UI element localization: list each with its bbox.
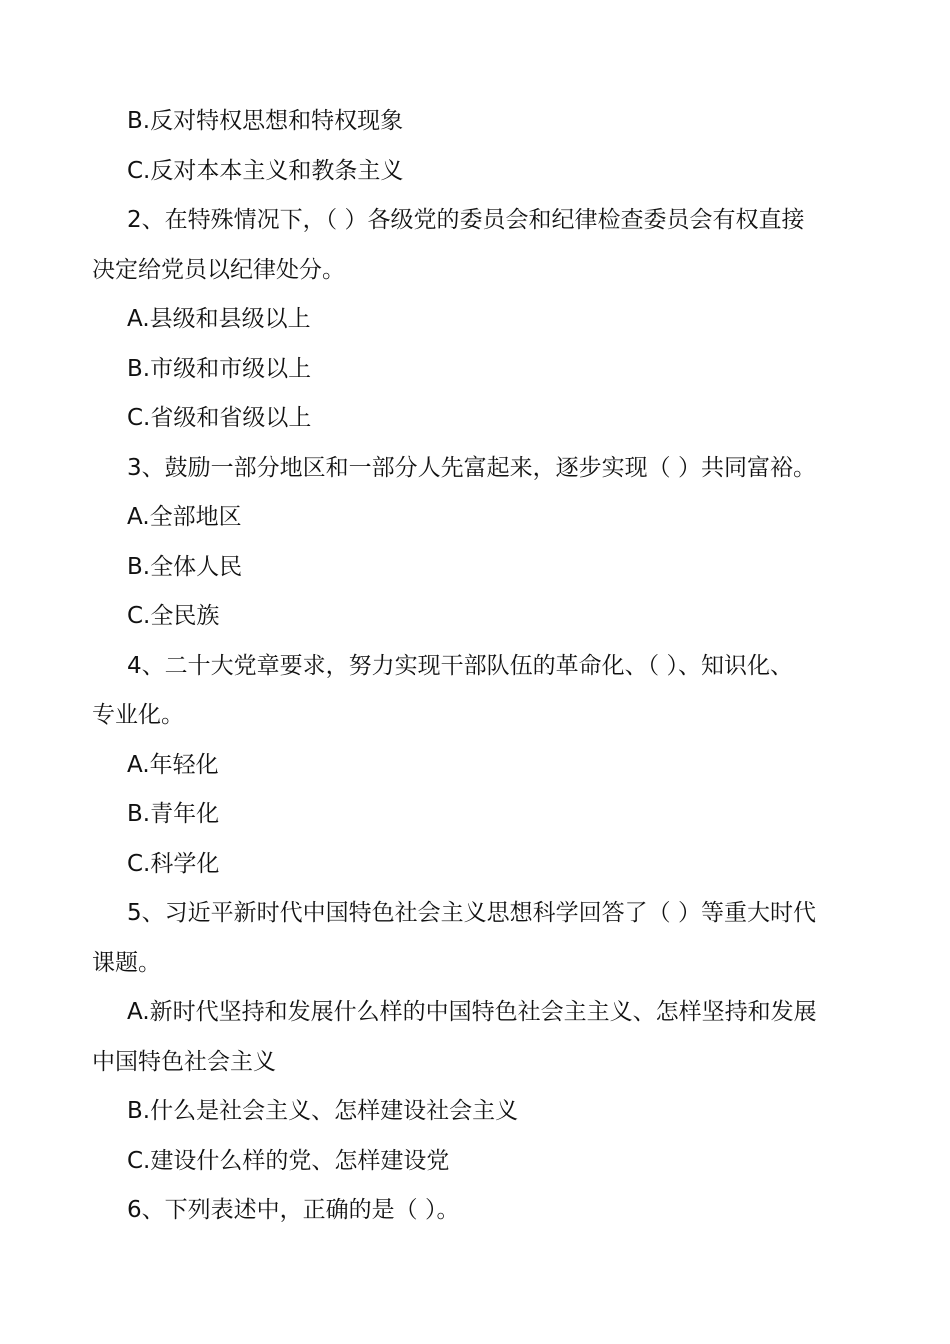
text-line: 中国特色社会主义 (92, 1048, 276, 1075)
text-line: B.反对特权思想和特权现象 (127, 108, 404, 134)
text-line: B.什么是社会主义、怎样建设社会主义 (127, 1098, 519, 1124)
text-line: C.反对本本主义和教条主义 (127, 157, 404, 184)
text-line: A.新时代坚持和发展什么样的中国特色社会主主义、怎样坚持和发展 (127, 999, 817, 1025)
text-line: 4、二十大党章要求，努力实现干部队伍的革命化、（ ）、知识化、 (127, 652, 793, 679)
text-line: B.青年化 (127, 801, 220, 827)
text-line: 3、鼓励一部分地区和一部分人先富起来，逐步实现（ ）共同富裕。 (127, 454, 816, 481)
text-line: A.县级和县级以上 (127, 306, 311, 332)
text-line: C.全民族 (127, 603, 220, 629)
text-line: B.市级和市级以上 (127, 355, 312, 382)
text-line: 2、在特殊情况下，（ ）各级党的委员会和纪律检查委员会有权直接 (127, 207, 805, 233)
text-line: 5、习近平新时代中国特色社会主义思想科学回答了（ ）等重大时代 (127, 900, 816, 926)
text-line: 课题。 (92, 949, 161, 976)
text-line: B.全体人民 (127, 553, 243, 580)
text-line: 决定给党员以纪律处分。 (92, 256, 345, 283)
text-line: C.科学化 (127, 850, 220, 877)
text-line: C.建设什么样的党、怎样建设党 (127, 1147, 450, 1174)
text-line: A.全部地区 (127, 504, 242, 530)
text-line: C.省级和省级以上 (127, 405, 312, 431)
question-text-body (92, 97, 857, 1236)
text-line: 专业化。 (92, 702, 184, 728)
text-line: A.年轻化 (127, 751, 219, 778)
text-line: 6、下列表述中，正确的是（ ）。 (127, 1197, 460, 1223)
